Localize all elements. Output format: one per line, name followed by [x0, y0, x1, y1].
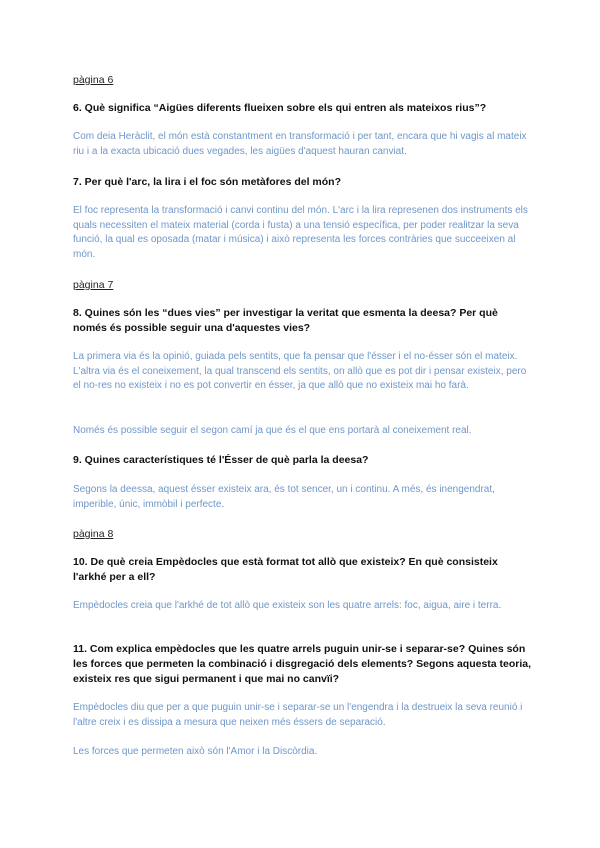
- answer-8-part-2: Només és possible seguir el segon camí ja que és el que ens portarà al coneixement real.: [73, 425, 472, 436]
- question-10: 10. De què creia Empèdocles que està format tot allò que existeix? En què consisteix l'arkhé per a ell?: [73, 556, 498, 583]
- page-label-7: pàgina 7: [73, 279, 114, 291]
- question-9: 9. Quines característiques té l'Ésser de què parla la deesa?: [73, 454, 369, 466]
- answer-10: Empèdocles creia que l'arkhé de tot allò que existeix son les quatre arrels: foc, aigua, aire i terra.: [73, 600, 502, 611]
- answer-11-part-1: Empèdocles diu que per a que puguin unir-se i separar-se un l'engendra i la destrueix la seva reunió i l'altre creix i es dissipa a mesura que neixen més éssers de separació.: [73, 702, 523, 728]
- answer-6: Com deia Heràclit, el món està constantment en transformació i per tant, encara que hi vagis al mateix riu i a la exacta ubicació dues vegades, les aigües d'aquest hauran canviat.: [73, 131, 527, 157]
- page-label-6: pàgina 6: [73, 74, 114, 86]
- question-8: 8. Quines són les “dues vies” per investigar la veritat que esmenta la deesa? Per què només és possible seguir una d'aquestes vies?: [73, 307, 498, 334]
- question-7: 7. Per què l'arc, la lira i el foc són metàfores del món?: [73, 176, 342, 188]
- answer-8-part-1: La primera via és la opinió, guiada pels sentits, que fa pensar que l'ésser i el no-ésser són el mateix. L'altra via és el coneixement, la qual transcend els sentits, on allò que es pot dir i pensar existeix, pero el no-res no existeix i no es pot convertir en ésser, ja que allò que no existeix mai ho farà.: [73, 351, 527, 391]
- answer-9: Segons la deessa, aquest ésser existeix ara, és tot sencer, un i continu. A més, és inengendrat, imperible, únic, immòbil i perfecte.: [73, 484, 495, 510]
- question-6: 6. Què significa “Aigües diferents flueixen sobre els qui entren als mateixos rius”?: [73, 102, 487, 114]
- answer-11-part-2: Les forces que permeten això són l'Amor i la Discòrdia.: [73, 746, 318, 757]
- answer-7: El foc representa la transformació i canvi continu del món. L'arc i la lira represenen dos instruments els quals necessiten el mateix material (corda i fusta) a una tensió específica, per poder realitzar la seva funció, la qual es oposada (matar i música) i això representa les forces contràries que succeeixen al món.: [73, 205, 528, 260]
- page-label-8: pàgina 8: [73, 528, 114, 540]
- question-11: 11. Com explica empèdocles que les quatre arrels puguin unir-se i separar-se? Quines són les forces que permeten la combinació i disgregació dels elements? Segons aquesta teoria, existeix res que sigui permanent i que mai no canvïi?: [73, 643, 532, 685]
